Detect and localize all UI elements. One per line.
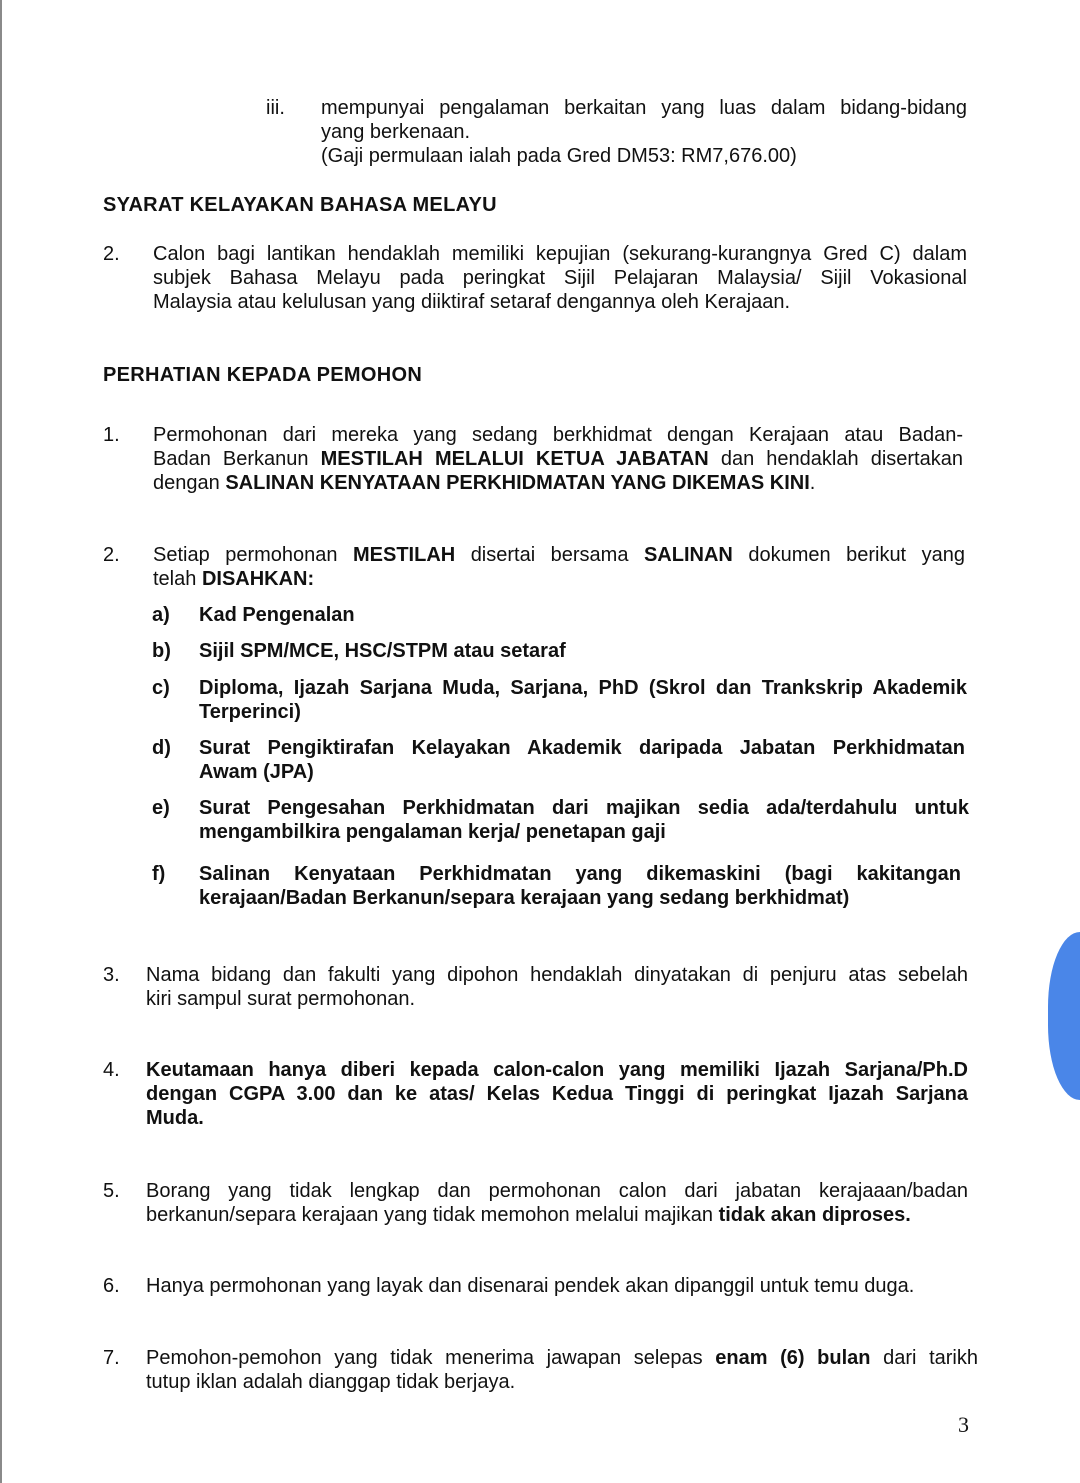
- item-iii-text: [321, 96, 967, 168]
- bahasa-line1: Calon bagi lantikan hendaklah memiliki kepujian (sekurang-kurangnya Gred C) dalam: [153, 243, 967, 265]
- p7-line1: Pemohon-pemohon yang tidak menerima jawapan selepas enam (6) bulan dari tarikh: [146, 1347, 978, 1369]
- p7-line2: tutup iklan adalah dianggap tidak berjaya.: [146, 1371, 516, 1393]
- doc-item-b-letter: b): [152, 640, 171, 662]
- doc-item-e-letter: e): [152, 797, 170, 819]
- page-edge-line: [0, 0, 2, 1483]
- p5-number: 5.: [103, 1180, 120, 1202]
- heading-perhatian: PERHATIAN KEPADA PEMOHON: [103, 364, 423, 386]
- bahasa-paragraph: [153, 242, 967, 314]
- p2-line2: telah DISAHKAN:: [153, 568, 315, 590]
- p4-line1: Keutamaan hanya diberi kepada calon-calon yang memiliki Ijazah Sarjana/Ph.D: [146, 1059, 968, 1081]
- p3-line1: Nama bidang dan fakulti yang dipohon hendaklah dinyatakan di penjuru atas sebelah: [146, 964, 968, 986]
- p4-line2: dengan CGPA 3.00 dan ke atas/ Kelas Kedua Tinggi di peringkat Ijazah Sarjana: [146, 1083, 968, 1105]
- p4-number: 4.: [103, 1059, 120, 1081]
- item-iii-line2: yang berkenaan.: [321, 121, 471, 143]
- bahasa-number: 2.: [103, 243, 120, 265]
- doc-item-d: Surat Pengiktirafan Kelayakan Akademik daripada Jabatan Perkhidmatan Awam (JPA): [199, 737, 965, 783]
- p7-number: 7.: [103, 1347, 120, 1369]
- p5-line1: Borang yang tidak lengkap dan permohonan calon dari jabatan kerajaaan/badan: [146, 1180, 968, 1202]
- item-iii-number: iii.: [266, 97, 285, 119]
- p6-number: 6.: [103, 1275, 120, 1297]
- heading-bahasa-melayu: SYARAT KELAYAKAN BAHASA MELAYU: [103, 194, 497, 216]
- doc-item-c: Diploma, Ijazah Sarjana Muda, Sarjana, PhD (Skrol dan Trankskrip Akademik Terperinci): [199, 677, 967, 723]
- doc-item-a: Kad Pengenalan: [199, 604, 355, 626]
- p4-paragraph: [146, 1058, 968, 1130]
- p3-number: 3.: [103, 964, 120, 986]
- p7-paragraph: [146, 1346, 978, 1394]
- p1-line1: Permohonan dari mereka yang sedang berkhidmat dengan Kerajaan atau Badan-: [153, 424, 963, 446]
- p5-paragraph: [146, 1179, 968, 1227]
- p2-number: 2.: [103, 544, 120, 566]
- p3-paragraph: [146, 963, 968, 1011]
- bahasa-line3: Malaysia atau kelulusan yang diiktiraf setaraf dengannya oleh Kerajaan.: [153, 291, 791, 313]
- p6-line1: Hanya permohonan yang layak dan disenarai pendek akan dipanggil untuk temu duga.: [146, 1275, 915, 1297]
- item-iii-line1: mempunyai pengalaman berkaitan yang luas dalam bidang-bidang: [321, 97, 967, 119]
- p2-line1: Setiap permohonan MESTILAH disertai bersama SALINAN dokumen berikut yang: [153, 544, 965, 566]
- page-number: 3: [958, 1412, 969, 1437]
- item-iii-salary: (Gaji permulaan ialah pada Gred DM53: RM7,676.00): [321, 145, 797, 167]
- p1-paragraph: [153, 423, 963, 495]
- doc-item-b: Sijil SPM/MCE, HSC/STPM atau setaraf: [199, 640, 566, 662]
- p1-line2: Badan Berkanun MESTILAH MELALUI KETUA JABATAN dan hendaklah disertakan: [153, 448, 963, 470]
- p1-number: 1.: [103, 424, 120, 446]
- p1-line3: dengan SALINAN KENYATAAN PERKHIDMATAN YANG DIKEMAS KINI.: [153, 472, 816, 494]
- doc-item-f: Salinan Kenyataan Perkhidmatan yang dikemaskini (bagi kakitangan kerajaan/Badan Berkanun/separa kerajaan yang sedang berkhidmat): [199, 863, 961, 909]
- p6-paragraph: [146, 1274, 976, 1298]
- doc-item-e: Surat Pengesahan Perkhidmatan dari majikan sedia ada/terdahulu untuk mengambilkira pengalaman kerja/ penetapan gaji: [199, 797, 969, 843]
- doc-item-f-letter: f): [152, 863, 166, 885]
- doc-item-a-letter: a): [152, 604, 170, 626]
- p2-paragraph: [153, 543, 965, 591]
- doc-item-d-letter: d): [152, 737, 171, 759]
- bahasa-line2: subjek Bahasa Melayu pada peringkat Sijil Pelajaran Malaysia/ Sijil Vokasional: [153, 267, 967, 289]
- p4-line3: Muda.: [146, 1107, 204, 1129]
- p3-line2: kiri sampul surat permohonan.: [146, 988, 416, 1010]
- scroll-handle[interactable]: [1048, 932, 1080, 1100]
- doc-item-c-letter: c): [152, 677, 170, 699]
- p5-line2: berkanun/separa kerajaan yang tidak memohon melalui majikan tidak akan diproses.: [146, 1204, 911, 1226]
